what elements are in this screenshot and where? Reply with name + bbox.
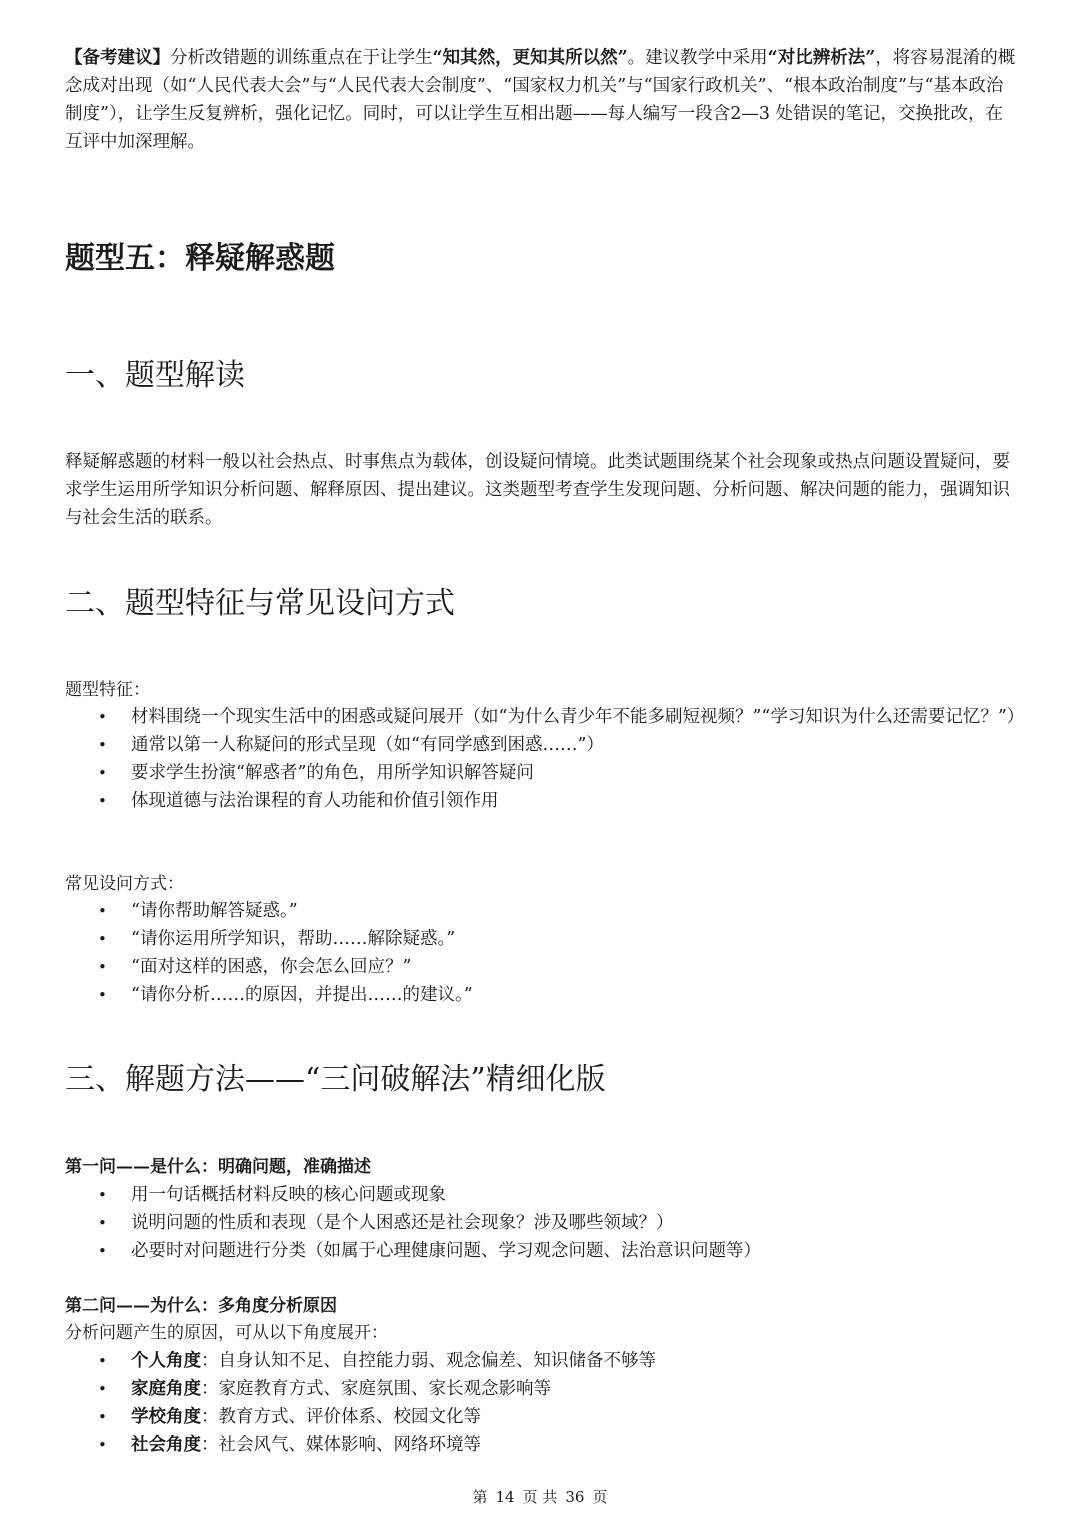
bullet-icon: • [98,1408,107,1426]
advice-emphasis-2: “对比辨析法” [767,48,876,68]
bullet-icon: • [98,1436,107,1454]
advice-text-2: 。建议教学中采用 [627,48,768,68]
bullet-icon: • [98,792,107,810]
list-item: • 用一句话概括材料反映的核心问题或现象 [65,1181,1017,1209]
questions-label: 常见设问方式： [65,874,184,894]
list-item: • 体现道德与法治课程的育人功能和价值引领作用 [65,787,1017,815]
advice-label: 【备考建议】 [65,48,170,68]
angle-label: 个人角度 [131,1351,201,1371]
bullet-icon: • [98,958,107,976]
list-item: • 说明问题的性质和表现（是个人困惑还是社会现象？涉及哪些领域？） [65,1209,1017,1237]
section-2-title: 二、题型特征与常见设问方式 [65,586,455,621]
list-item: • 通常以第一人称疑问的形式呈现（如“有同学感到困惑……”） [65,731,1017,759]
question-type-title: 题型五：释疑解惑题 [65,241,335,276]
section-1-body: 释疑解惑题的材料一般以社会热点、时事焦点为载体，创设疑问情境。此类试题围绕某个社会现象或热点问题设置疑问，要求学生运用所学知识分析问题、解释原因、提出建议。这类题型考查学生发现问题、分析问题、解决问题的能力，强调知识与社会生活的联系。 [65,452,1010,528]
list-item: • 家庭角度：家庭教育方式、家庭氛围、家长观念影响等 [65,1375,1017,1403]
list-item: • 个人角度：自身认知不足、自控能力弱、观念偏差、知识储备不够等 [65,1347,1017,1375]
bullet-icon: • [98,708,107,726]
list-item: • “请你运用所学知识，帮助……解除疑惑。” [65,925,1017,953]
list-item: • 必要时对问题进行分类（如属于心理健康问题、学习观念问题、法治意识问题等） [65,1237,1017,1265]
bullet-icon: • [98,1380,107,1398]
question-2-intro: 分析问题产生的原因，可从以下角度展开： [65,1323,388,1343]
footer-suffix: 页 [592,1488,608,1506]
list-item: • “请你帮助解答疑惑。” [65,897,1017,925]
current-page-number: 14 [495,1488,515,1506]
footer-prefix: 第 [472,1488,488,1506]
advice-text-1: 分析改错题的训练重点在于让学生 [170,48,433,68]
section-1-title: 一、题型解读 [65,358,245,393]
questions-list [65,897,1017,1009]
list-item: • 要求学生扮演“解惑者”的角色，用所学知识解答疑问 [65,759,1017,787]
list-item: • “请你分析……的原因，并提出……的建议。” [65,981,1017,1009]
bullet-icon: • [98,1242,107,1260]
bullet-icon: • [98,1352,107,1370]
bullet-icon: • [98,902,107,920]
bullet-icon: • [98,764,107,782]
list-item: • 学校角度：教育方式、评价体系、校园文化等 [65,1403,1017,1431]
section-3-title: 三、解题方法——“三问破解法”精细化版 [65,1062,606,1097]
angle-label: 社会角度 [131,1435,201,1455]
bullet-icon: • [98,1186,107,1204]
question-1-title: 第一问——是什么：明确问题，准确描述 [65,1157,371,1177]
angle-label: 学校角度 [131,1407,201,1427]
advice-emphasis-1: “知其然，更知其所以然” [432,48,628,68]
bullet-icon: • [98,930,107,948]
list-item: • “面对这样的困惑，你会怎么回应？” [65,953,1017,981]
total-page-number: 36 [565,1488,585,1506]
list-item: • 社会角度：社会风气、媒体影响、网络环境等 [65,1431,1017,1459]
question-1-list [65,1181,1017,1265]
exam-advice-paragraph [65,44,1017,156]
features-list [65,703,1025,815]
bullet-icon: • [98,1214,107,1232]
question-2-list [65,1347,1017,1459]
footer-middle: 页 共 [522,1488,558,1506]
bullet-icon: • [98,736,107,754]
list-item: • 材料围绕一个现实生活中的困惑或疑问展开（如“为什么青少年不能多刷短视频？”“学习知识为什么还需要记忆？”） [65,703,1017,731]
angle-label: 家庭角度 [131,1379,201,1399]
advice-text-3: ，将容易混淆的概念成对出现（如“人民代表大会”与“人民代表大会制度”、“国家权力机关”与“国家行政机关”、“根本政治制度”与“基本政治制度”），让学生反复辨析，强化记忆。同时，可以让学生互相出题——每人编写一段含2—3 处错误的笔记，交换批改，在互评中加深理解。 [65,48,1016,152]
page-footer [0,1486,1080,1508]
question-2-title: 第二问——为什么：多角度分析原因 [65,1296,337,1316]
features-label: 题型特征： [65,680,150,700]
bullet-icon: • [98,986,107,1004]
